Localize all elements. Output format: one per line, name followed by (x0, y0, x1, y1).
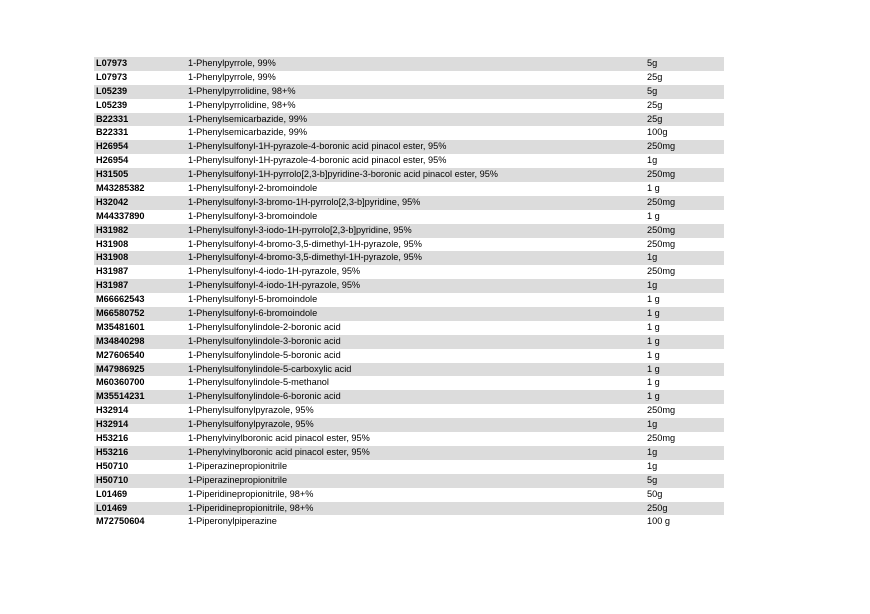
product-code: M43285382 (96, 183, 145, 194)
product-name: 1-Piperazinepropionitrile (188, 460, 288, 471)
pack-size: 1 g (647, 349, 660, 360)
product-code: M60360700 (96, 377, 145, 388)
product-code: H53216 (96, 446, 129, 457)
product-name: 1-Phenylpyrrole, 99% (188, 71, 276, 82)
pack-size: 1 g (647, 321, 660, 332)
product-name: 1-Phenylsulfonyl-2-bromoindole (188, 183, 318, 194)
product-code: M44337890 (96, 210, 145, 221)
table-row (94, 224, 724, 238)
product-code: L01469 (96, 502, 128, 513)
table-row (94, 321, 724, 335)
table-row (94, 126, 724, 140)
product-name: 1-Piperidinepropionitrile, 98+% (188, 502, 314, 513)
product-name: 1-Phenylpyrrolidine, 98+% (188, 99, 296, 110)
product-name: 1-Phenylsulfonyl-1H-pyrazole-4-boronic acid pinacol ester, 95% (188, 155, 447, 166)
pack-size: 1g (647, 280, 658, 291)
pack-size: 250mg (647, 266, 676, 277)
pack-size: 1 g (647, 363, 660, 374)
product-code: L07973 (96, 71, 128, 82)
pack-size: 250mg (647, 196, 676, 207)
product-code: M27606540 (96, 349, 145, 360)
product-name: 1-Phenylsulfonyl-1H-pyrrolo[2,3-b]pyridine-3-boronic acid pinacol ester, 95% (188, 169, 498, 180)
product-code: L05239 (96, 85, 128, 96)
product-code: H53216 (96, 433, 129, 444)
product-code: B22331 (96, 113, 129, 124)
table-row (94, 432, 724, 446)
table-row (94, 251, 724, 265)
product-name: 1-Phenylsulfonyl-4-iodo-1H-pyrazole, 95% (188, 280, 361, 291)
product-table (94, 57, 724, 529)
product-name: 1-Phenylsulfonylpyrazole, 95% (188, 419, 314, 430)
product-code: L01469 (96, 488, 128, 499)
product-name: 1-Phenylpyrrolidine, 98+% (188, 85, 296, 96)
product-code: H31982 (96, 224, 129, 235)
table-row (94, 404, 724, 418)
pack-size: 25g (647, 99, 663, 110)
product-code: H50710 (96, 460, 129, 471)
pack-size: 250mg (647, 433, 676, 444)
table-row (94, 113, 724, 127)
product-code: H31908 (96, 238, 129, 249)
product-name: 1-Phenylsulfonylindole-2-boronic acid (188, 321, 341, 332)
pack-size: 1 g (647, 308, 660, 319)
pack-size: 250mg (647, 169, 676, 180)
product-code: H31908 (96, 252, 129, 263)
table-row (94, 140, 724, 154)
table-row (94, 460, 724, 474)
table-row (94, 57, 724, 71)
product-code: M35514231 (96, 391, 145, 402)
product-code: H32042 (96, 196, 129, 207)
table-row (94, 279, 724, 293)
pack-size: 250mg (647, 224, 676, 235)
pack-size: 250mg (647, 405, 676, 416)
pack-size: 250g (647, 502, 668, 513)
table-row (94, 418, 724, 432)
product-name: 1-Phenylsemicarbazide, 99% (188, 113, 307, 124)
product-name: 1-Phenylsulfonylindole-5-boronic acid (188, 349, 341, 360)
pack-size: 250mg (647, 238, 676, 249)
product-name: 1-Phenylpyrrole, 99% (188, 58, 276, 68)
product-code: M72750604 (96, 516, 145, 527)
product-name: 1-Phenylsulfonyl-4-iodo-1H-pyrazole, 95% (188, 266, 361, 277)
pack-size: 1 g (647, 294, 660, 305)
product-code: H26954 (96, 155, 129, 166)
pack-size: 25g (647, 71, 663, 82)
table-row (94, 71, 724, 85)
pack-size: 1 g (647, 391, 660, 402)
product-code: H31987 (96, 280, 129, 291)
product-name: 1-Phenylsulfonyl-1H-pyrazole-4-boronic acid pinacol ester, 95% (188, 141, 447, 152)
table-row (94, 293, 724, 307)
table-row (94, 265, 724, 279)
product-name: 1-Piperazinepropionitrile (188, 474, 288, 485)
product-code: H32914 (96, 405, 129, 416)
pack-size: 1 g (647, 377, 660, 388)
table-row (94, 515, 724, 529)
pack-size: 5g (647, 85, 658, 96)
product-name: 1-Phenylsulfonyl-3-iodo-1H-pyrrolo[2,3-b]pyridine, 95% (188, 224, 412, 235)
pack-size: 1g (647, 419, 658, 430)
product-name: 1-Piperidinepropionitrile, 98+% (188, 488, 314, 499)
pack-size: 1g (647, 460, 658, 471)
table-row (94, 168, 724, 182)
table-row (94, 210, 724, 224)
product-code: H32914 (96, 419, 129, 430)
product-name: 1-Phenylsemicarbazide, 99% (188, 127, 307, 138)
product-code: L05239 (96, 99, 128, 110)
pack-size: 1g (647, 155, 658, 166)
table-row (94, 474, 724, 488)
table-row (94, 196, 724, 210)
product-name: 1-Phenylsulfonyl-3-bromo-1H-pyrrolo[2,3-b]pyridine, 95% (188, 196, 421, 207)
pack-size: 1 g (647, 210, 660, 221)
product-code: H26954 (96, 141, 129, 152)
product-code: M66662543 (96, 294, 145, 305)
table-row (94, 335, 724, 349)
pack-size: 5g (647, 474, 658, 485)
pack-size: 100 g (647, 516, 670, 527)
pack-size: 5g (647, 58, 658, 68)
table-row (94, 349, 724, 363)
product-name: 1-Phenylsulfonylpyrazole, 95% (188, 405, 314, 416)
pack-size: 1g (647, 252, 658, 263)
table-row (94, 376, 724, 390)
product-name: 1-Phenylsulfonylindole-6-boronic acid (188, 391, 341, 402)
product-code: M34840298 (96, 335, 145, 346)
table-row (94, 390, 724, 404)
pack-size: 1 g (647, 183, 660, 194)
table-row (94, 238, 724, 252)
product-code: M66580752 (96, 308, 145, 319)
product-name: 1-Phenylvinylboronic acid pinacol ester, 95% (188, 433, 370, 444)
product-name: 1-Phenylvinylboronic acid pinacol ester, 95% (188, 446, 370, 457)
table-row (94, 85, 724, 99)
product-name: 1-Phenylsulfonylindole-3-boronic acid (188, 335, 341, 346)
pack-size: 25g (647, 113, 663, 124)
pack-size: 1g (647, 446, 658, 457)
product-name: 1-Phenylsulfonylindole-5-carboxylic acid (188, 363, 352, 374)
product-code: B22331 (96, 127, 129, 138)
product-name: 1-Phenylsulfonyl-5-bromoindole (188, 294, 318, 305)
product-name: 1-Phenylsulfonyl-4-bromo-3,5-dimethyl-1H-pyrazole, 95% (188, 238, 422, 249)
product-code: H31505 (96, 169, 129, 180)
table-row (94, 154, 724, 168)
product-code: L07973 (96, 58, 128, 68)
pack-size: 1 g (647, 335, 660, 346)
table-row (94, 307, 724, 321)
table-row (94, 182, 724, 196)
pack-size: 100g (647, 127, 668, 138)
product-name: 1-Phenylsulfonyl-6-bromoindole (188, 308, 318, 319)
product-name: 1-Phenylsulfonyl-3-bromoindole (188, 210, 318, 221)
product-name: 1-Phenylsulfonyl-4-bromo-3,5-dimethyl-1H-pyrazole, 95% (188, 252, 422, 263)
product-code: M47986925 (96, 363, 145, 374)
table-row (94, 502, 724, 516)
product-code: H50710 (96, 474, 129, 485)
table-row (94, 488, 724, 502)
table-row (94, 99, 724, 113)
product-code: M35481601 (96, 321, 145, 332)
pack-size: 250mg (647, 141, 676, 152)
product-code: H31987 (96, 266, 129, 277)
product-name: 1-Phenylsulfonylindole-5-methanol (188, 377, 329, 388)
table-row (94, 446, 724, 460)
product-name: 1-Piperonylpiperazine (188, 516, 277, 527)
pack-size: 50g (647, 488, 663, 499)
table-row (94, 363, 724, 377)
